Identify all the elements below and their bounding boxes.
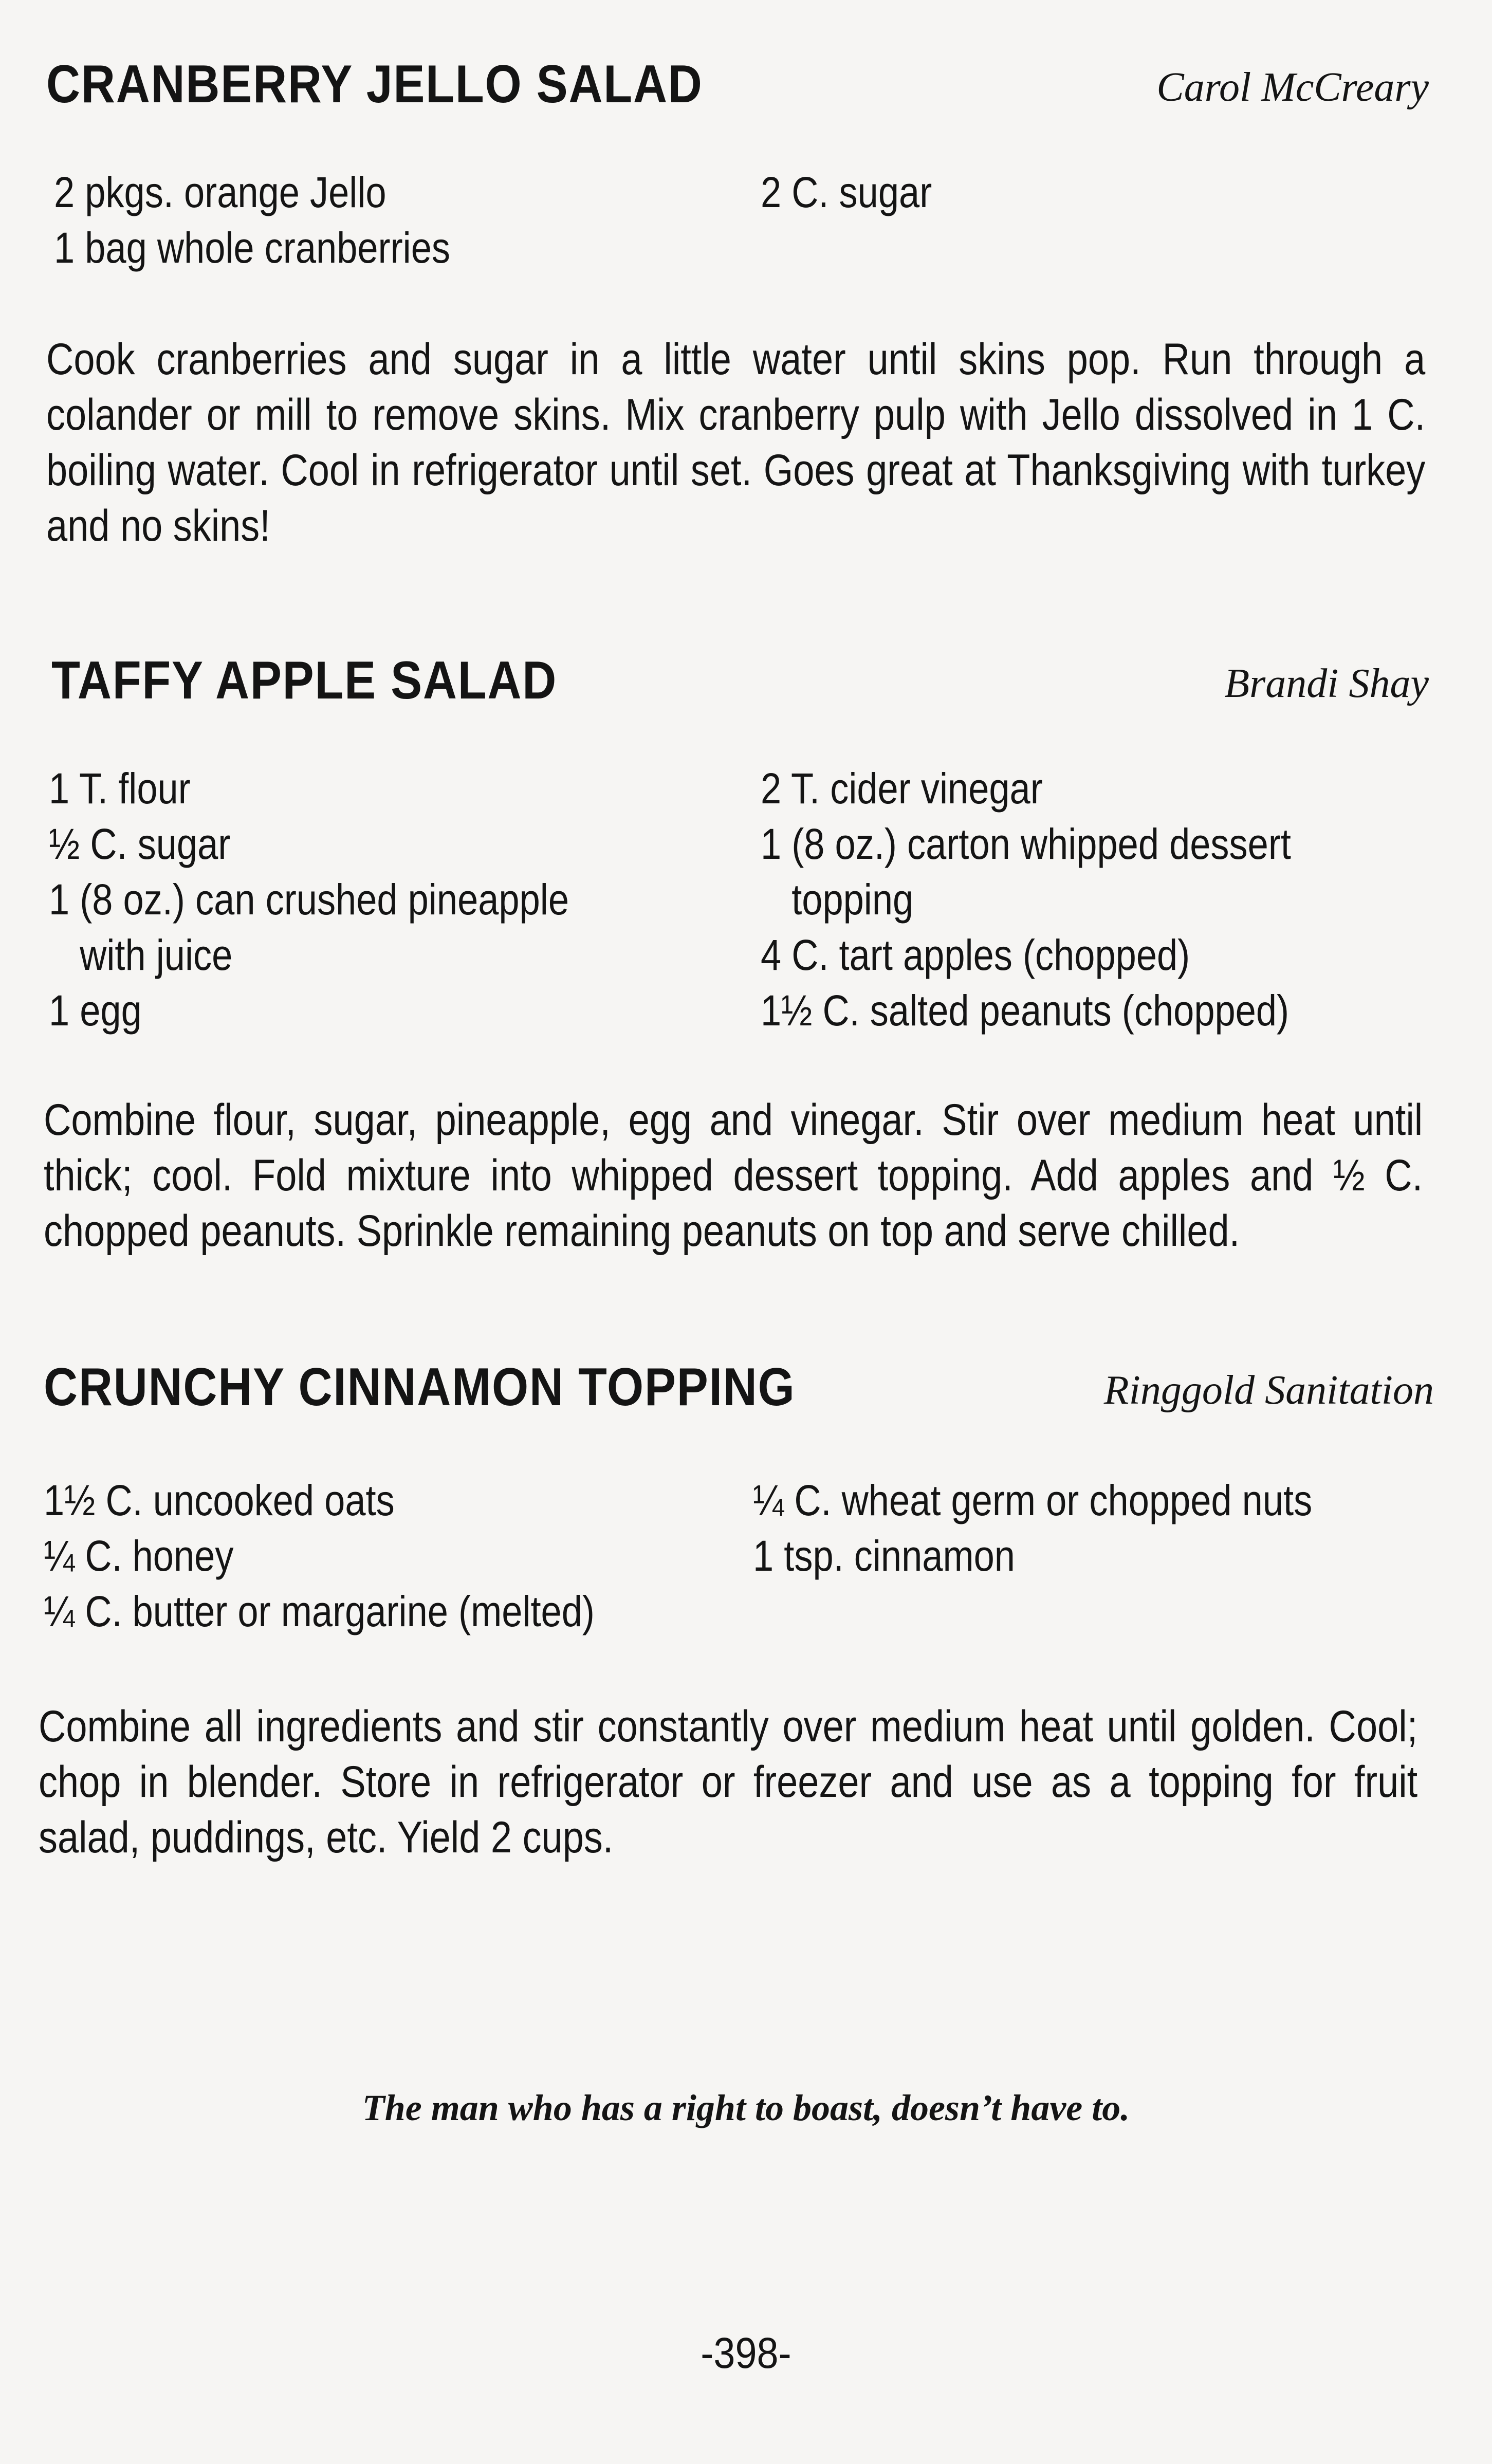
recipe-cranberry-jello-salad [46,54,1429,550]
ingredient: 1 (8 oz.) carton whipped dessert [761,820,1291,868]
ingredient: 2 pkgs. orange Jello [54,168,386,216]
recipe-title: CRANBERRY JELLO SALAD [46,54,703,114]
recipe-instructions: Cook cranberries and sugar in a little water until skins pop. Run through a colander or mill to remove skins. Mix cranberry pulp with Jello dissolved in 1 C. boiling water. Cool in refrigerator until set. Goes great at Thanksgiving with turkey and no skins! [46,335,1426,550]
page-quote: The man who has a right to boast, doesn’t have to. [362,2087,1130,2128]
recipe-author: Carol McCreary [1156,65,1429,110]
recipe-crunchy-cinnamon-topping [39,1357,1434,1871]
ingredient: 1 bag whole cranberries [54,224,451,272]
ingredients-left [49,761,569,1038]
ingredient: 1 (8 oz.) can crushed pineapple [49,875,569,924]
recipe-instructions: Combine flour, sugar, pineapple, egg and vinegar. Stir over medium heat until thick; cool. Fold mixture into whipped dessert topping. Add apples and ½ C. chopped peanuts. Sprinkle remaining peanuts on top and serve chilled. [44,1095,1423,1256]
ingredient: 1 tsp. cinnamon [753,1532,1015,1580]
ingredients-left [54,164,450,275]
page-number: -398- [701,2329,791,2377]
recipe-title: CRUNCHY CINNAMON TOPPING [44,1357,796,1417]
ingredients-right [761,761,1291,1038]
ingredient: ¼ C. butter or margarine (melted) [44,1587,595,1635]
ingredient: 4 C. tart apples (chopped) [761,931,1190,979]
ingredient: 1 T. flour [49,764,191,813]
ingredient: 2 T. cider vinegar [761,764,1043,813]
ingredient: with juice [80,931,233,979]
recipe-taffy-apple-salad [44,650,1429,1267]
ingredient: ½ C. sugar [49,820,231,868]
ingredient: ¼ C. honey [44,1532,234,1580]
recipe-instructions: Combine all ingredients and stir constantly over medium heat until golden. Cool; chop in blender. Store in refrigerator or freezer and use as a topping for fruit salad, puddings, etc. Yield 2 cups. [39,1702,1418,1862]
ingredients-right [753,1473,1312,1584]
ingredient: 2 C. sugar [761,168,932,216]
ingredient: topping [791,875,914,924]
recipe-author: Ringgold Sanitation [1103,1368,1434,1413]
ingredients-left [44,1473,595,1639]
ingredient: 1 egg [49,986,142,1035]
ingredients-right [761,164,932,220]
recipe-title: TAFFY APPLE SALAD [51,651,558,710]
ingredient: ¼ C. wheat germ or chopped nuts [753,1476,1313,1524]
ingredient: 1½ C. uncooked oats [44,1476,395,1524]
recipe-author: Brandi Shay [1224,661,1429,706]
ingredient: 1½ C. salted peanuts (chopped) [761,986,1290,1035]
